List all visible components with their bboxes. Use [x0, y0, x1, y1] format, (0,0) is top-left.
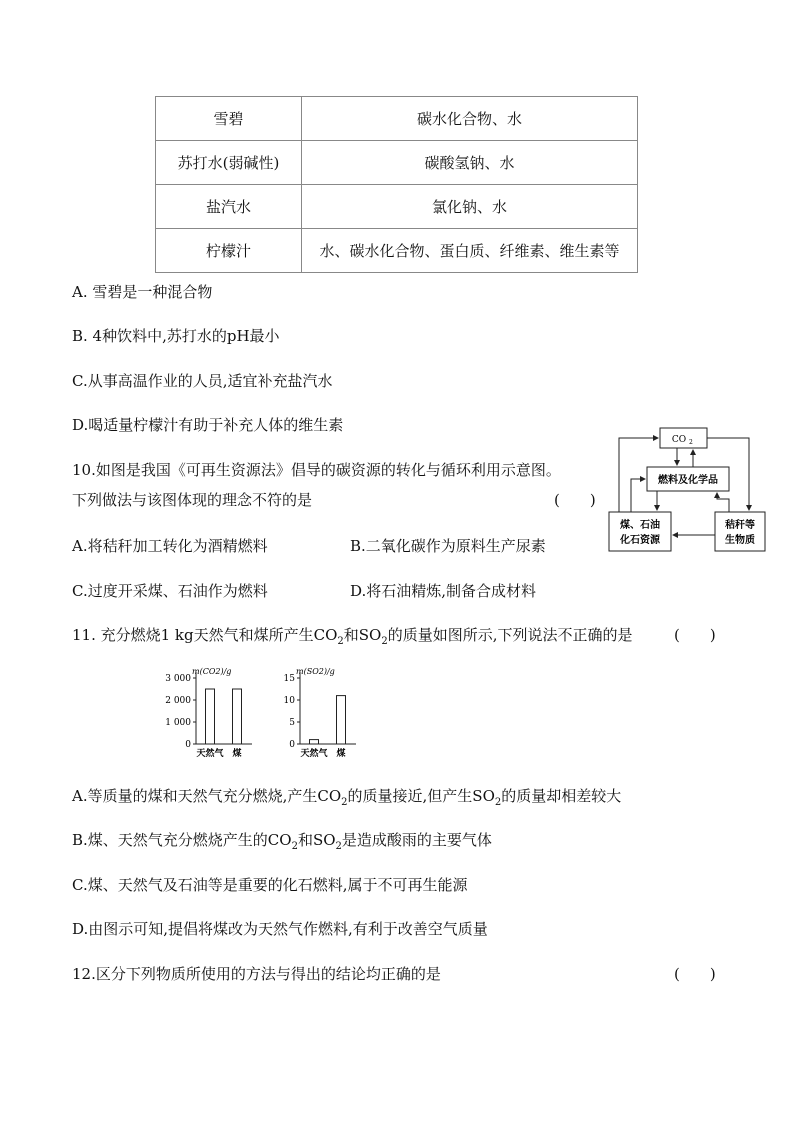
bar [206, 689, 215, 744]
x-tick-label: 天然气 [300, 749, 328, 759]
x-tick-label: 煤 [232, 749, 242, 759]
beverage-table [155, 96, 638, 273]
q9-option-d: D.喝适量柠檬汁有助于补充人体的维生素 [72, 416, 344, 434]
x-tick-label: 天然气 [196, 749, 224, 759]
q10-option-a: A.将秸秆加工转化为酒精燃料 [72, 537, 268, 555]
q11-option-c: C.煤、天然气及石油等是重要的化石燃料,属于不可再生能源 [72, 876, 468, 894]
q10-stem-line2: 下列做法与该图体现的理念不符的是 [72, 491, 313, 509]
fossil-label-2: 化石资源 [620, 535, 660, 546]
q11-option-a: A.等质量的煤和天然气充分燃烧,产生$CO_2$的质量接近,但产生$SO_2$的质量却相差较大 [72, 787, 622, 808]
carbon-cycle-diagram [605, 425, 775, 555]
y-tick-label: 1 000 [165, 718, 191, 728]
fossil-label-1: 煤、石油 [620, 520, 660, 531]
y-axis-label: m(CO2)/g [192, 667, 232, 676]
q10-answer-paren: ( ) [554, 491, 596, 509]
y-tick-label: 2 000 [165, 696, 191, 706]
so2-bar-chart [280, 662, 390, 762]
q10-option-d: D.将石油精炼,制备合成材料 [350, 582, 537, 600]
beverage-content: 氯化钠、水 [302, 185, 638, 229]
y-tick-label: 3 000 [165, 674, 191, 684]
bar [337, 696, 346, 744]
y-tick-label: 10 [283, 696, 295, 706]
biomass-label-1: 秸秆等 [725, 520, 755, 531]
q12-stem: 12.区分下列物质所使用的方法与得出的结论均正确的是 [72, 965, 441, 983]
y-tick-label: 15 [283, 674, 295, 684]
co2-bar-chart [160, 662, 270, 762]
table-row [156, 141, 638, 185]
bar [310, 740, 319, 744]
q9-option-b: B. 4种饮料中,苏打水的pH最小 [72, 327, 280, 345]
beverage-name: 苏打水(弱碱性) [156, 141, 302, 185]
co2-subscript: 2 [689, 439, 693, 446]
y-tick-label: 0 [185, 740, 191, 750]
beverage-content: 碳水化合物、水 [302, 97, 638, 141]
biomass-label-2: 生物质 [725, 535, 755, 546]
q11-option-d: D.由图示可知,提倡将煤改为天然气作燃料,有利于改善空气质量 [72, 920, 488, 938]
beverage-content: 水、碳水化合物、蛋白质、纤维素、维生素等 [302, 229, 638, 273]
q11-option-b: B.煤、天然气充分燃烧产生的$CO_2$和$SO_2$是造成酸雨的主要气体 [72, 831, 492, 852]
table-row [156, 185, 638, 229]
q9-option-c: C.从事高温作业的人员,适宜补充盐汽水 [72, 372, 333, 390]
q10-option-b: B.二氧化碳作为原料生产尿素 [350, 537, 546, 555]
table-row [156, 97, 638, 141]
q10-stem-line1: 10.如图是我国《可再生资源法》倡导的碳资源的转化与循环利用示意图。 [72, 461, 561, 479]
q12-answer-paren: ( ) [674, 965, 716, 983]
beverage-name: 雪碧 [156, 97, 302, 141]
q9-option-a: A. 雪碧是一种混合物 [72, 283, 213, 301]
co2-label: CO [671, 435, 687, 445]
bar [233, 689, 242, 744]
q11-answer-paren: ( ) [674, 626, 716, 644]
y-tick-label: 5 [289, 718, 295, 728]
beverage-name: 柠檬汁 [156, 229, 302, 273]
x-tick-label: 煤 [336, 749, 346, 759]
beverage-name: 盐汽水 [156, 185, 302, 229]
q11-stem: 11. 充分燃烧1 kg天然气和煤所产生$CO_2$和$SO_2$的质量如图所示,下列说法不正确的是 [72, 626, 633, 647]
fuel-label: 燃料及化学品 [658, 475, 718, 486]
q10-option-c: C.过度开采煤、石油作为燃料 [72, 582, 268, 600]
y-tick-label: 0 [289, 740, 295, 750]
beverage-content: 碳酸氢钠、水 [302, 141, 638, 185]
table-row [156, 229, 638, 273]
y-axis-label: m(SO2)/g [296, 667, 335, 676]
